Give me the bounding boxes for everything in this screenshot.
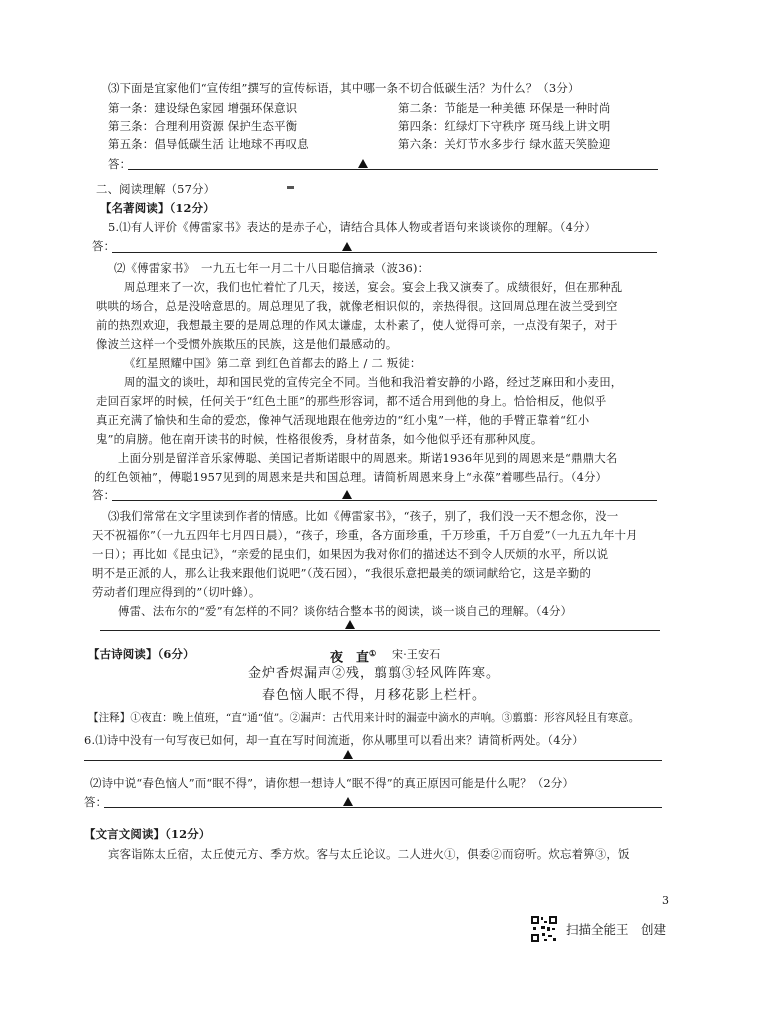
- poem-line-2: 春色恼人眠不得，月移花影上栏杆。: [262, 688, 487, 703]
- q5-2b-text-1: 周的温文的谈吐，却和国民党的宣传完全不同。当他和我沿着安静的小路，经过芝麻田和小麦田，: [124, 375, 623, 389]
- scan-speck: [287, 186, 294, 189]
- scanner-credit: 扫描全能王 创建: [566, 922, 667, 937]
- q5-2-title: ⑵《傅雷家书》 一九五七年一月二十八日聪信摘录（波36)：: [114, 261, 430, 275]
- q3-prompt: ⑶下面是宜家他们“宣传组”撰写的宣传标语，其中哪一条不切合低碳生活？为什么？（3分）: [108, 81, 580, 95]
- mingzhu-label: 【名著阅读】（12分）: [100, 201, 215, 215]
- q6-2-answer-label: 答：: [84, 795, 108, 809]
- q5-2-text-1: 周总理来了一次，我们也忙着忙了几天，接送，宴会。宴会上我又演奏了。成绩很好，但在那种乱: [124, 280, 623, 294]
- slogan-6: 第六条：关灯节水多步行 绿水蓝天笑脸迎: [398, 137, 611, 151]
- q5-2-text-4: 像波兰这样一个受惯外族欺压的民族，这是他们最感动的。: [96, 337, 398, 351]
- q5-2-answer-label: 答：: [92, 488, 116, 502]
- q5-2-question-2: 的红色领袖”，傅聪1957见到的周恩来是共和国总理。请简析周恩来身上“永葆”着哪些品行。（4分）: [94, 470, 608, 484]
- q5-2-text-3: 前的热烈欢迎，我想最主要的是周总理的作风太谦虚，太朴素了，使人觉得可亲，一点没有架子，对于: [96, 318, 618, 332]
- triangle-marker-icon: [343, 750, 353, 759]
- q5-3-text-2: 天不祝福你”（一九五四年七月四日晨），“孩子，珍重，各方面珍重，千万珍重，千万自爱”（一九五九年十月: [92, 528, 638, 542]
- poem-line-1: 金炉香烬漏声②残，翦翦③轻风阵阵寒。: [248, 666, 501, 681]
- answer-line: [84, 760, 662, 761]
- poem-author: 宋·王安石: [392, 648, 441, 661]
- classical-line-1: 宾客诣陈太丘宿，太丘使元方、季方炊。客与太丘论议。二人进火①，俱委②而窃听。炊忘着箅③，饭: [108, 847, 630, 861]
- slogan-3: 第三条：合理利用资源 保护生态平衡: [108, 119, 298, 133]
- q5-1: 5.⑴有人评价《傅雷家书》表达的是赤子心，请结合具体人物或者语句来谈谈你的理解。（4分）: [108, 220, 597, 234]
- qr-code-icon: [530, 915, 558, 943]
- section-heading: 二、阅读理解（57分）: [96, 182, 216, 196]
- q5-2b-text-4: 鬼”的肩膀。他在南开读书的时候，性格很俊秀，身材苗条，如今他似乎还有那种风度。: [96, 432, 543, 446]
- poem-notes: 【注释】①夜直：晚上值班，“直”通“值”。②漏声：古代用来计时的漏壶中滴水的声响。③翦翦：形容风轻且有寒意。: [88, 712, 640, 724]
- q5-1-answer-label: 答：: [92, 239, 116, 253]
- q6-1: 6.⑴诗中没有一句写夜已如何，却一直在写时间流逝，你从哪里可以看出来？请简析两处。（4分）: [84, 733, 584, 747]
- slogan-5: 第五条：倡导低碳生活 让地球不再叹息: [108, 137, 309, 151]
- q5-3-text-1: ⑶我们常常在文字里读到作者的情感。比如《傅雷家书》，“孩子，别了，我们没一天不想念你，没一: [108, 509, 619, 523]
- q5-2b-text-3: 真正充满了愉快和生命的爱恋，像神气活现地跟在他旁边的“红小鬼”一样，他的手臂正靠着“红小: [96, 413, 590, 427]
- q5-3-question: 傅雷、法布尔的“爱”有怎样的不同？谈你结合整本书的阅读，谈一谈自己的理解。（4分）: [118, 604, 573, 618]
- answer-line: [112, 252, 657, 253]
- triangle-marker-icon: [358, 159, 368, 168]
- triangle-marker-icon: [342, 242, 352, 251]
- q5-2b-text-2: 走回百家坪的时候，任何关于“红色土匪”的那些形容词，都不适合用到他的身上。恰恰相反，他似乎: [96, 394, 607, 408]
- slogan-4: 第四条：红绿灯下守秩序 斑马线上讲文明: [398, 119, 611, 133]
- slogan-1: 第一条：建设绿色家园 增强环保意识: [108, 101, 298, 115]
- triangle-marker-icon: [343, 797, 353, 806]
- page-number: 3: [662, 894, 669, 907]
- poem-label: 【古诗阅读】（6分）: [88, 647, 195, 661]
- q5-3-text-5: 劳动者们理应得到的”（切叶蜂）。: [92, 585, 261, 599]
- answer-line: [100, 630, 660, 631]
- q5-2b-title: 《红星照耀中国》第二章 到红色首都去的路上 / 二 叛徒：: [124, 356, 422, 370]
- answer-line: [128, 169, 658, 170]
- answer-line: [112, 500, 657, 501]
- answer-line: [104, 807, 662, 808]
- q5-3-text-3: 一日）；再比如《昆虫记》，“亲爱的昆虫们，如果因为我对你们的描述达不到令人厌烦的水平，所以说: [92, 547, 609, 561]
- q3-answer-label: 答：: [108, 157, 132, 171]
- q5-2-question-1: 上面分别是留洋音乐家傅聪、美国记者斯诺眼中的周恩来。斯诺1936年见到的周恩来是“鼎鼎大名: [118, 451, 618, 465]
- q6-2: ⑵诗中说“春色恼人”而“眠不得”，请你想一想诗人“眠不得”的真正原因可能是什么呢？（2分）: [90, 776, 575, 790]
- q5-2-text-2: 哄哄的场合，总是没啥意思的。周总理见了我，就像老相识似的，亲热得很。这回周总理在波兰受到空: [96, 299, 618, 313]
- q5-3-text-4: 明不是正派的人，那么让我来跟他们说吧”（茂石园），“我很乐意把最美的颂词献给它，这是辛勤的: [92, 566, 592, 580]
- slogan-2: 第二条：节能是一种美德 环保是一种时尚: [398, 101, 611, 115]
- triangle-marker-icon: [345, 620, 355, 629]
- classical-label: 【文言文阅读】（12分）: [84, 827, 211, 841]
- triangle-marker-icon: [342, 490, 352, 499]
- poem-title: 夜 直①: [330, 648, 377, 666]
